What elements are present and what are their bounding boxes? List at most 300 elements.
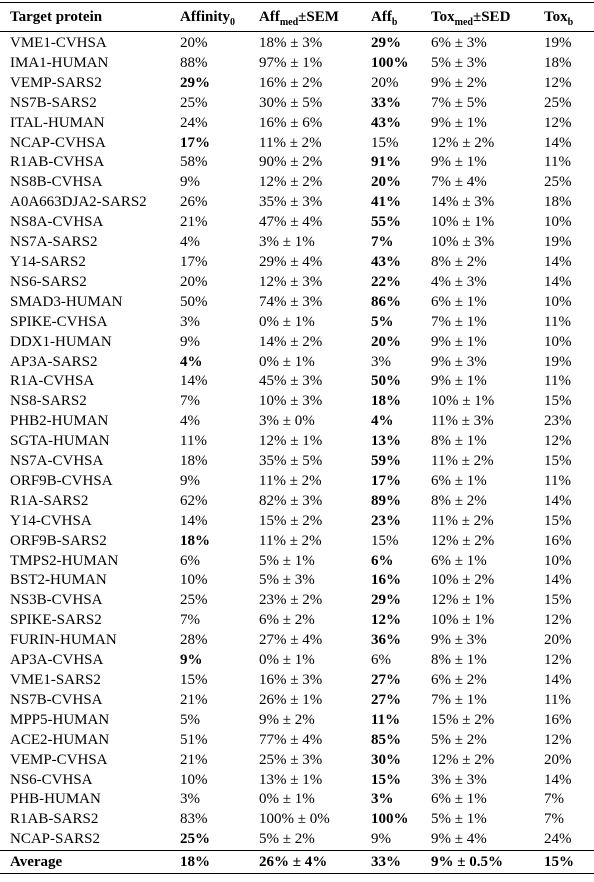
cell-aff-med: 100% ± 0% xyxy=(259,811,330,828)
cell-aff-b: 86% xyxy=(371,293,401,310)
cell-affinity0: 24% xyxy=(180,114,208,131)
average-label: Average xyxy=(10,854,63,871)
cell-aff-med: 25% ± 3% xyxy=(259,751,323,768)
cell-aff-med: 74% ± 3% xyxy=(259,293,323,310)
cell-aff-med: 16% ± 2% xyxy=(259,74,323,91)
cell-affinity0: 7% xyxy=(180,393,200,410)
header-subscript: b xyxy=(567,17,574,28)
cell-aff-med: 35% ± 5% xyxy=(259,453,323,470)
table-row xyxy=(0,134,594,154)
cell-tox-med: 6% ± 1% xyxy=(431,552,487,569)
table-row xyxy=(0,253,594,273)
cell-aff-med: 23% ± 2% xyxy=(259,592,323,609)
cell-tox-med: 12% ± 2% xyxy=(431,532,495,549)
cell-protein: VEMP-CVHSA xyxy=(10,751,108,768)
cell-affinity0: 5% xyxy=(180,711,200,728)
cell-affinity0: 20% xyxy=(180,273,208,290)
cell-affinity0: 17% xyxy=(180,134,210,151)
cell-aff-med: 16% ± 6% xyxy=(259,114,323,131)
cell-affinity0: 4% xyxy=(180,353,203,370)
table-row xyxy=(0,830,594,850)
cell-protein: ORF9B-CVHSA xyxy=(10,472,113,489)
cell-aff-b: 55% xyxy=(371,214,401,231)
cell-tox-b: 12% xyxy=(544,74,572,91)
table-row xyxy=(0,74,594,94)
cell-affinity0: 25% xyxy=(180,94,208,111)
cell-aff-med: 30% ± 5% xyxy=(259,94,323,111)
table-row xyxy=(0,273,594,293)
cell-tox-b: 18% xyxy=(544,194,572,211)
cell-tox-b: 11% xyxy=(544,313,571,330)
cell-tox-b: 25% xyxy=(544,94,572,111)
cell-tox-b: 12% xyxy=(544,731,572,748)
cell-affinity0: 21% xyxy=(180,214,208,231)
cell-tox-med: 12% ± 2% xyxy=(431,751,495,768)
cell-aff-b: 43% xyxy=(371,253,401,270)
header-tox-b xyxy=(544,3,594,32)
cell-protein: SPIKE-CVHSA xyxy=(10,313,108,330)
cell-protein: NCAP-SARS2 xyxy=(10,831,101,848)
cell-aff-b: 91% xyxy=(371,154,401,171)
table-row xyxy=(0,651,594,671)
table-footer xyxy=(0,851,594,874)
cell-protein: R1AB-CVHSA xyxy=(10,154,105,171)
cell-tox-med: 9% ± 2% xyxy=(431,74,487,91)
cell-tox-b: 11% xyxy=(544,373,571,390)
cell-tox-b: 23% xyxy=(544,413,572,430)
cell-aff-med: 10% ± 3% xyxy=(259,393,323,410)
cell-affinity0: 6% xyxy=(180,552,200,569)
cell-aff-b: 20% xyxy=(371,174,401,191)
header-tail: ±SED xyxy=(472,9,511,25)
header-tail: ±SEM xyxy=(298,9,339,25)
table-row xyxy=(0,32,594,54)
table-row xyxy=(0,810,594,830)
cell-protein: NS7B-CVHSA xyxy=(10,691,103,708)
cell-protein: SPIKE-SARS2 xyxy=(10,612,102,629)
cell-protein: BST2-HUMAN xyxy=(10,572,107,589)
cell-tox-med: 10% ± 2% xyxy=(431,572,495,589)
cell-aff-b: 6% xyxy=(371,552,394,569)
table-row xyxy=(0,114,594,134)
cell-aff-b: 29% xyxy=(371,592,401,609)
cell-protein: PHB2-HUMAN xyxy=(10,413,109,430)
cell-tox-b: 14% xyxy=(544,134,572,151)
cell-aff-med: 0% ± 1% xyxy=(259,353,315,370)
cell-affinity0: 62% xyxy=(180,492,208,509)
cell-tox-b: 11% xyxy=(544,691,571,708)
cell-affinity0: 3% xyxy=(180,791,200,808)
cell-aff-b: 9% xyxy=(371,831,391,848)
cell-tox-med: 3% ± 3% xyxy=(431,771,487,788)
cell-protein: NS8B-CVHSA xyxy=(10,174,103,191)
cell-aff-b: 59% xyxy=(371,453,401,470)
cell-aff-b: 23% xyxy=(371,512,401,529)
cell-affinity0: 26% xyxy=(180,194,208,211)
cell-tox-med: 8% ± 1% xyxy=(431,652,487,669)
header-affinity0 xyxy=(180,3,259,32)
cell-tox-med: 6% ± 1% xyxy=(431,293,487,310)
cell-aff-b: 18% xyxy=(371,393,401,410)
cell-tox-b: 7% xyxy=(544,811,564,828)
cell-protein: NS8A-CVHSA xyxy=(10,214,104,231)
header-tox-med-sed xyxy=(431,3,544,32)
header-subscript: med xyxy=(279,17,299,28)
header-label: Target protein xyxy=(10,9,103,25)
cell-tox-med: 5% ± 2% xyxy=(431,731,487,748)
cell-tox-med: 9% ± 4% xyxy=(431,831,487,848)
cell-aff-med: 12% ± 3% xyxy=(259,273,323,290)
cell-aff-b: 7% xyxy=(371,234,394,251)
cell-protein: NCAP-CVHSA xyxy=(10,134,106,151)
table-row xyxy=(0,591,594,611)
cell-tox-med: 5% ± 3% xyxy=(431,54,487,71)
cell-aff-b: 29% xyxy=(371,35,401,51)
cell-protein: R1A-SARS2 xyxy=(10,492,89,509)
cell-aff-med: 14% ± 2% xyxy=(259,333,323,350)
cell-affinity0: 58% xyxy=(180,154,208,171)
cell-protein: R1AB-SARS2 xyxy=(10,811,99,828)
cell-aff-b: 100% xyxy=(371,811,409,828)
cell-affinity0: 10% xyxy=(180,771,208,788)
header-subscript: med xyxy=(454,17,473,28)
table-row xyxy=(0,611,594,631)
cell-tox-b: 12% xyxy=(544,433,572,450)
table-row xyxy=(0,731,594,751)
cell-tox-b: 14% xyxy=(544,572,572,589)
cell-aff-b: 5% xyxy=(371,313,394,330)
cell-aff-b: 36% xyxy=(371,632,401,649)
table-row xyxy=(0,54,594,74)
cell-aff-b: 3% xyxy=(371,353,391,370)
cell-tox-med: 6% ± 2% xyxy=(431,672,487,688)
cell-affinity0: 9% xyxy=(180,652,203,669)
cell-aff-med: 35% ± 3% xyxy=(259,194,323,211)
cell-aff-med: 3% ± 1% xyxy=(259,234,315,251)
cell-aff-b: 11% xyxy=(371,711,401,728)
table-row xyxy=(0,492,594,512)
cell-tox-med: 9% ± 3% xyxy=(431,632,487,649)
cell-tox-b: 14% xyxy=(544,492,572,509)
cell-tox-b: 7% xyxy=(544,791,564,808)
cell-aff-b: 33% xyxy=(371,94,401,111)
table-row xyxy=(0,711,594,731)
cell-affinity0: 9% xyxy=(180,333,200,350)
cell-aff-med: 16% ± 3% xyxy=(259,672,323,688)
cell-affinity0: 83% xyxy=(180,811,208,828)
cell-tox-med: 7% ± 1% xyxy=(431,313,487,330)
cell-aff-b: 22% xyxy=(371,273,401,290)
cell-aff-b: 85% xyxy=(371,731,401,748)
header-label: Tox xyxy=(544,9,568,25)
header-aff-b xyxy=(371,3,431,32)
cell-affinity0: 21% xyxy=(180,691,208,708)
cell-tox-b: 11% xyxy=(544,154,571,171)
table-row xyxy=(0,512,594,532)
cell-tox-b: 14% xyxy=(544,672,572,688)
header-subscript: 0 xyxy=(230,17,235,28)
table-row xyxy=(0,353,594,373)
header-label: Aff xyxy=(259,9,280,25)
average-tox-med: 9% ± 0.5% xyxy=(431,854,503,871)
cell-tox-b: 15% xyxy=(544,393,572,410)
table-row xyxy=(0,392,594,412)
cell-tox-med: 9% ± 1% xyxy=(431,154,487,171)
cell-protein: VME1-CVHSA xyxy=(10,35,107,51)
cell-protein: R1A-CVHSA xyxy=(10,373,95,390)
header-label: Affinity xyxy=(180,9,230,25)
cell-tox-b: 10% xyxy=(544,552,572,569)
cell-aff-med: 3% ± 0% xyxy=(259,413,315,430)
cell-affinity0: 17% xyxy=(180,253,208,270)
cell-protein: AP3A-SARS2 xyxy=(10,353,98,370)
cell-tox-med: 12% ± 1% xyxy=(431,592,495,609)
table-header xyxy=(0,3,594,32)
cell-tox-med: 11% ± 3% xyxy=(431,413,494,430)
cell-aff-b: 12% xyxy=(371,612,401,629)
cell-aff-b: 17% xyxy=(371,472,401,489)
cell-affinity0: 14% xyxy=(180,512,208,529)
table-row xyxy=(0,372,594,392)
cell-tox-med: 9% ± 1% xyxy=(431,114,487,131)
cell-protein: IMA1-HUMAN xyxy=(10,54,109,71)
cell-aff-b: 4% xyxy=(371,413,394,430)
cell-tox-med: 9% ± 3% xyxy=(431,353,487,370)
cell-tox-med: 9% ± 1% xyxy=(431,373,487,390)
cell-tox-b: 18% xyxy=(544,54,572,71)
cell-aff-med: 26% ± 1% xyxy=(259,691,323,708)
cell-aff-med: 15% ± 2% xyxy=(259,512,323,529)
cell-affinity0: 20% xyxy=(180,35,208,51)
cell-aff-med: 11% ± 2% xyxy=(259,532,322,549)
cell-aff-b: 41% xyxy=(371,194,401,211)
cell-affinity0: 18% xyxy=(180,532,210,549)
cell-aff-med: 5% ± 2% xyxy=(259,831,315,848)
cell-aff-med: 77% ± 4% xyxy=(259,731,323,748)
cell-tox-med: 8% ± 1% xyxy=(431,433,487,450)
cell-tox-med: 8% ± 2% xyxy=(431,492,487,509)
cell-protein: NS6-SARS2 xyxy=(10,273,87,290)
cell-protein: AP3A-CVHSA xyxy=(10,652,104,669)
cell-tox-med: 7% ± 1% xyxy=(431,691,487,708)
cell-affinity0: 14% xyxy=(180,373,208,390)
cell-tox-med: 11% ± 2% xyxy=(431,512,494,529)
cell-tox-b: 15% xyxy=(544,592,572,609)
cell-tox-b: 20% xyxy=(544,751,572,768)
cell-aff-med: 29% ± 4% xyxy=(259,253,323,270)
cell-aff-b: 27% xyxy=(371,691,401,708)
cell-aff-med: 0% ± 1% xyxy=(259,313,315,330)
cell-aff-b: 89% xyxy=(371,492,401,509)
cell-aff-med: 11% ± 2% xyxy=(259,134,322,151)
cell-tox-b: 10% xyxy=(544,214,572,231)
cell-aff-med: 6% ± 2% xyxy=(259,612,315,629)
cell-protein: SGTA-HUMAN xyxy=(10,433,110,450)
cell-aff-med: 47% ± 4% xyxy=(259,214,323,231)
header-target-protein xyxy=(0,3,180,32)
cell-aff-b: 27% xyxy=(371,672,401,688)
cell-tox-b: 15% xyxy=(544,453,572,470)
cell-aff-b: 20% xyxy=(371,333,401,350)
cell-tox-med: 15% ± 2% xyxy=(431,711,495,728)
cell-tox-med: 10% ± 3% xyxy=(431,234,495,251)
table-row xyxy=(0,552,594,572)
cell-affinity0: 15% xyxy=(180,672,208,688)
table-row xyxy=(0,313,594,333)
table-row xyxy=(0,432,594,452)
cell-aff-med: 90% ± 2% xyxy=(259,154,323,171)
cell-aff-b: 100% xyxy=(371,54,409,71)
cell-aff-b: 15% xyxy=(371,771,401,788)
table-row xyxy=(0,691,594,711)
cell-affinity0: 28% xyxy=(180,632,208,649)
cell-tox-b: 19% xyxy=(544,234,572,251)
cell-aff-med: 9% ± 2% xyxy=(259,711,315,728)
cell-tox-med: 6% ± 1% xyxy=(431,791,487,808)
average-row xyxy=(0,851,594,874)
cell-tox-med: 4% ± 3% xyxy=(431,273,487,290)
cell-affinity0: 25% xyxy=(180,831,210,848)
cell-protein: MPP5-HUMAN xyxy=(10,711,110,728)
cell-tox-b: 20% xyxy=(544,632,572,649)
cell-aff-med: 5% ± 1% xyxy=(259,552,315,569)
table-row xyxy=(0,790,594,810)
cell-affinity0: 10% xyxy=(180,572,208,589)
header-row xyxy=(0,3,594,32)
cell-aff-med: 18% ± 3% xyxy=(259,35,323,51)
header-label: Aff xyxy=(371,9,392,25)
cell-affinity0: 21% xyxy=(180,751,208,768)
table-row xyxy=(0,233,594,253)
average-aff-med: 26% ± 4% xyxy=(259,854,328,871)
cell-tox-med: 10% ± 1% xyxy=(431,214,495,231)
cell-tox-med: 10% ± 1% xyxy=(431,612,495,629)
cell-tox-med: 8% ± 2% xyxy=(431,253,487,270)
cell-affinity0: 7% xyxy=(180,612,200,629)
table-row xyxy=(0,94,594,114)
cell-protein: ORF9B-SARS2 xyxy=(10,532,107,549)
cell-protein: NS3B-CVHSA xyxy=(10,592,103,609)
cell-affinity0: 88% xyxy=(180,54,208,71)
cell-tox-med: 10% ± 1% xyxy=(431,393,495,410)
cell-tox-b: 12% xyxy=(544,612,572,629)
cell-aff-b: 16% xyxy=(371,572,401,589)
cell-tox-b: 15% xyxy=(544,512,572,529)
cell-aff-med: 45% ± 3% xyxy=(259,373,323,390)
cell-aff-b: 6% xyxy=(371,652,391,669)
table-row xyxy=(0,213,594,233)
cell-aff-med: 11% ± 2% xyxy=(259,472,322,489)
cell-protein: A0A663DJA2-SARS2 xyxy=(10,194,147,211)
cell-protein: NS7B-SARS2 xyxy=(10,94,97,111)
cell-affinity0: 18% xyxy=(180,453,208,470)
cell-aff-b: 50% xyxy=(371,373,401,390)
table-row xyxy=(0,452,594,472)
cell-protein: Y14-CVHSA xyxy=(10,512,92,529)
cell-aff-med: 0% ± 1% xyxy=(259,652,315,669)
cell-protein: DDX1-HUMAN xyxy=(10,333,112,350)
cell-aff-b: 15% xyxy=(371,134,399,151)
table-row xyxy=(0,532,594,552)
table-row xyxy=(0,193,594,213)
table-row xyxy=(0,771,594,791)
cell-protein: VEMP-SARS2 xyxy=(10,74,102,91)
cell-protein: VME1-SARS2 xyxy=(10,672,101,688)
cell-protein: NS7A-CVHSA xyxy=(10,453,104,470)
cell-aff-med: 82% ± 3% xyxy=(259,492,323,509)
cell-protein: TMPS2-HUMAN xyxy=(10,552,119,569)
cell-tox-med: 7% ± 4% xyxy=(431,174,487,191)
header-label: Tox xyxy=(431,9,455,25)
average-aff0: 18% xyxy=(180,854,210,871)
cell-protein: ACE2-HUMAN xyxy=(10,731,110,748)
table-row xyxy=(0,412,594,432)
cell-tox-b: 25% xyxy=(544,174,572,191)
cell-protein: NS6-CVHSA xyxy=(10,771,93,788)
cell-protein: PHB-HUMAN xyxy=(10,791,101,808)
cell-protein: NS8-SARS2 xyxy=(10,393,87,410)
cell-aff-med: 97% ± 1% xyxy=(259,54,323,71)
cell-aff-b: 43% xyxy=(371,114,401,131)
table-row xyxy=(0,571,594,591)
cell-tox-med: 11% ± 2% xyxy=(431,453,494,470)
cell-tox-med: 6% ± 3% xyxy=(431,35,487,51)
average-aff-b: 33% xyxy=(371,854,401,871)
table-row xyxy=(0,333,594,353)
cell-tox-b: 19% xyxy=(544,35,572,51)
cell-aff-med: 12% ± 2% xyxy=(259,174,323,191)
cell-tox-b: 14% xyxy=(544,253,572,270)
cell-tox-b: 12% xyxy=(544,652,572,669)
cell-aff-b: 13% xyxy=(371,433,401,450)
cell-tox-b: 24% xyxy=(544,831,572,848)
cell-protein: NS7A-SARS2 xyxy=(10,234,98,251)
cell-protein: SMAD3-HUMAN xyxy=(10,293,123,310)
header-subscript: b xyxy=(391,17,398,28)
cell-aff-b: 15% xyxy=(371,532,399,549)
table-row xyxy=(0,293,594,313)
cell-tox-b: 16% xyxy=(544,532,572,549)
cell-affinity0: 9% xyxy=(180,472,200,489)
cell-aff-med: 13% ± 1% xyxy=(259,771,323,788)
cell-tox-med: 5% ± 1% xyxy=(431,811,487,828)
table-row xyxy=(0,153,594,173)
cell-tox-med: 7% ± 5% xyxy=(431,94,487,111)
cell-tox-b: 10% xyxy=(544,333,572,350)
cell-tox-med: 14% ± 3% xyxy=(431,194,495,211)
cell-tox-b: 11% xyxy=(544,472,571,489)
cell-tox-b: 10% xyxy=(544,293,572,310)
cell-affinity0: 9% xyxy=(180,174,200,191)
cell-aff-b: 3% xyxy=(371,791,394,808)
cell-protein: Y14-SARS2 xyxy=(10,253,86,270)
cell-aff-med: 5% ± 3% xyxy=(259,572,315,589)
cell-affinity0: 50% xyxy=(180,293,208,310)
cell-aff-med: 12% ± 1% xyxy=(259,433,323,450)
average-tox-b: 15% xyxy=(544,854,574,871)
cell-tox-b: 12% xyxy=(544,114,572,131)
table-row xyxy=(0,173,594,193)
cell-tox-b: 16% xyxy=(544,711,572,728)
results-table xyxy=(0,2,594,874)
cell-affinity0: 4% xyxy=(180,413,200,430)
cell-affinity0: 11% xyxy=(180,433,207,450)
cell-tox-b: 14% xyxy=(544,771,572,788)
cell-aff-med: 27% ± 4% xyxy=(259,632,323,649)
header-aff-med-sem xyxy=(259,3,371,32)
cell-tox-b: 19% xyxy=(544,353,572,370)
cell-tox-med: 9% ± 1% xyxy=(431,333,487,350)
